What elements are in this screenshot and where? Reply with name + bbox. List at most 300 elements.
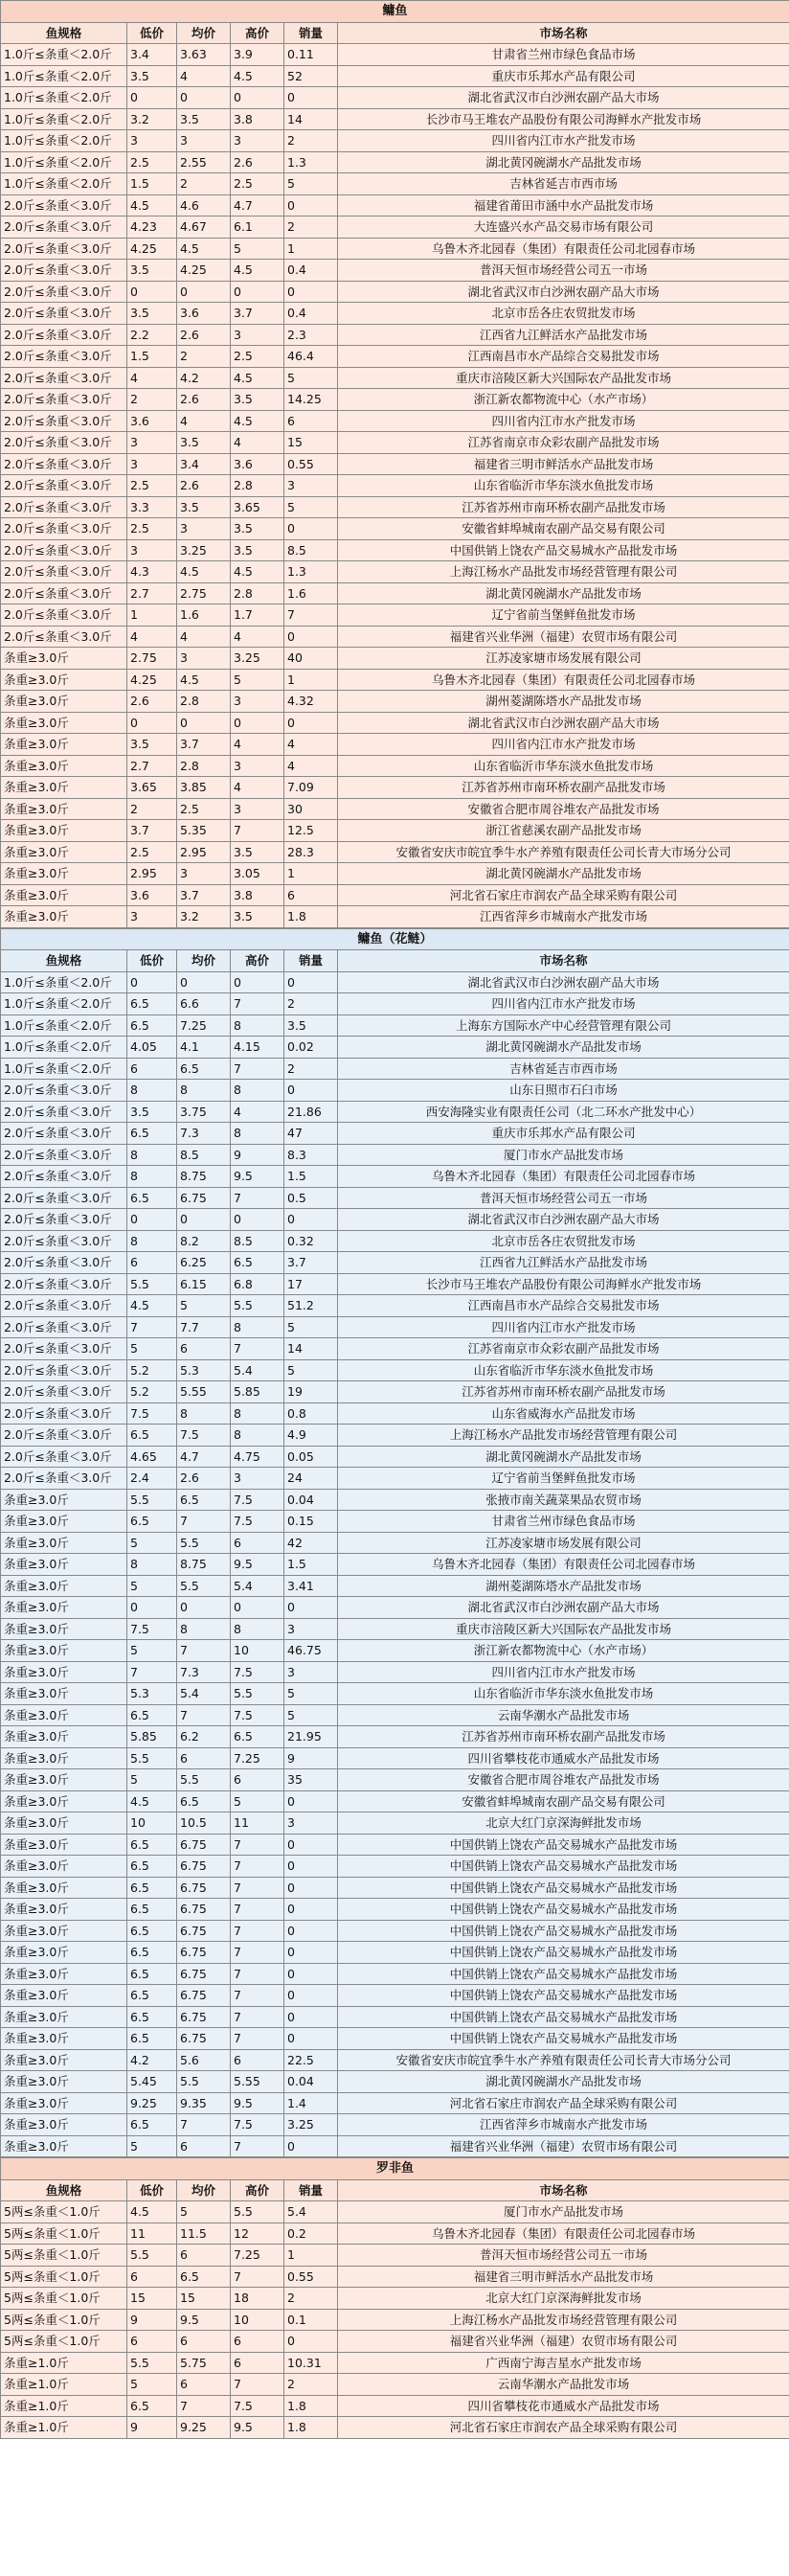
- header-volume: 销量: [284, 950, 338, 972]
- cell-high: 5.55: [231, 2071, 284, 2093]
- cell-avg: 4: [177, 410, 231, 432]
- cell-low: 2.5: [127, 518, 177, 540]
- cell-low: 5: [127, 2135, 177, 2157]
- table-row: [1, 1683, 789, 1705]
- cell-high: 7.5: [231, 1489, 284, 1511]
- cell-low: 0: [127, 1209, 177, 1231]
- cell-spec: 2.0斤≤条重＜3.0斤: [1, 1080, 127, 1102]
- cell-market: 四川省攀枝花市通威水产品批发市场: [338, 2395, 789, 2417]
- table-row: [1, 669, 789, 691]
- table-row: [1, 173, 789, 195]
- cell-volume: 52: [284, 65, 338, 87]
- cell-high: 3.65: [231, 496, 284, 518]
- cell-spec: 2.0斤≤条重＜3.0斤: [1, 194, 127, 217]
- cell-volume: 4.9: [284, 1425, 338, 1447]
- cell-volume: 0: [284, 1856, 338, 1878]
- cell-high: 18: [231, 2288, 284, 2310]
- table-row: [1, 691, 789, 713]
- cell-low: 4.25: [127, 238, 177, 260]
- cell-low: 11: [127, 2223, 177, 2245]
- cell-volume: 0: [284, 1080, 338, 1102]
- cell-volume: 0.04: [284, 1489, 338, 1511]
- cell-avg: 5.5: [177, 2071, 231, 2093]
- table-row: [1, 755, 789, 777]
- table-row: [1, 389, 789, 411]
- cell-high: 8: [231, 1402, 284, 1425]
- table-row: [1, 453, 789, 475]
- cell-volume: 47: [284, 1123, 338, 1145]
- cell-market: 湖北黄冈碗湖水产品批发市场: [338, 1446, 789, 1468]
- section-title-row: [1, 2158, 789, 2180]
- cell-spec: 2.0斤≤条重＜3.0斤: [1, 518, 127, 540]
- cell-volume: 0: [284, 194, 338, 217]
- cell-high: 4.5: [231, 260, 284, 282]
- cell-volume: 1.8: [284, 2395, 338, 2417]
- cell-low: 2: [127, 798, 177, 820]
- table-row: [1, 712, 789, 734]
- cell-high: 7.5: [231, 2114, 284, 2136]
- cell-low: 6: [127, 2331, 177, 2353]
- cell-spec: 2.0斤≤条重＜3.0斤: [1, 1273, 127, 1295]
- cell-spec: 条重≥3.0斤: [1, 2049, 127, 2071]
- cell-spec: 2.0斤≤条重＜3.0斤: [1, 1123, 127, 1145]
- cell-market: 福建省兴业华洲（福建）农贸市场有限公司: [338, 2331, 789, 2353]
- cell-high: 3.5: [231, 841, 284, 863]
- cell-spec: 1.0斤≤条重＜2.0斤: [1, 130, 127, 152]
- cell-market: 普洱天恒市场经营公司五一市场: [338, 2245, 789, 2267]
- cell-volume: 0: [284, 712, 338, 734]
- cell-market: 四川省内江市水产批发市场: [338, 1661, 789, 1683]
- cell-market: 上海江杨水产品批发市场经营管理有限公司: [338, 561, 789, 583]
- cell-avg: 5.5: [177, 1532, 231, 1554]
- table-row: [1, 1877, 789, 1899]
- header-low: 低价: [127, 950, 177, 972]
- cell-spec: 2.0斤≤条重＜3.0斤: [1, 539, 127, 561]
- cell-avg: 6: [177, 2245, 231, 2267]
- cell-low: 2.95: [127, 863, 177, 885]
- cell-high: 6: [231, 2352, 284, 2374]
- table-row: [1, 1273, 789, 1295]
- cell-spec: 2.0斤≤条重＜3.0斤: [1, 1338, 127, 1360]
- cell-spec: 条重≥3.0斤: [1, 1856, 127, 1878]
- table-row: [1, 1532, 789, 1554]
- cell-high: 7: [231, 1856, 284, 1878]
- cell-spec: 条重≥3.0斤: [1, 1769, 127, 1791]
- table-row: [1, 863, 789, 885]
- table-row: [1, 2114, 789, 2136]
- cell-volume: 35: [284, 1769, 338, 1791]
- table-row: [1, 1747, 789, 1769]
- cell-avg: 10.5: [177, 1812, 231, 1835]
- cell-market: 湖州菱湖陈塔水产品批发市场: [338, 691, 789, 713]
- cell-avg: 2.8: [177, 691, 231, 713]
- cell-volume: 2: [284, 2288, 338, 2310]
- cell-market: 山东省威海水产品批发市场: [338, 1402, 789, 1425]
- table-row: [1, 238, 789, 260]
- cell-high: 2.5: [231, 346, 284, 368]
- cell-low: 6.5: [127, 1511, 177, 1533]
- cell-volume: 1.3: [284, 151, 338, 173]
- cell-volume: 0.2: [284, 2223, 338, 2245]
- table-row: [1, 1575, 789, 1597]
- cell-volume: 42: [284, 1532, 338, 1554]
- cell-low: 3.4: [127, 44, 177, 66]
- cell-low: 5: [127, 1640, 177, 1662]
- cell-market: 安徽省安庆市皖宜季牛水产养殖有限责任公司长青大市场分公司: [338, 2049, 789, 2071]
- table-row: [1, 539, 789, 561]
- cell-high: 7.5: [231, 1704, 284, 1726]
- cell-high: 6.1: [231, 217, 284, 239]
- cell-volume: 8.5: [284, 539, 338, 561]
- table-row: [1, 626, 789, 648]
- cell-spec: 条重≥3.0斤: [1, 2071, 127, 2093]
- table-row: [1, 2071, 789, 2093]
- cell-spec: 条重≥3.0斤: [1, 755, 127, 777]
- cell-low: 2.6: [127, 691, 177, 713]
- cell-market: 四川省内江市水产批发市场: [338, 130, 789, 152]
- table-row: [1, 906, 789, 928]
- cell-low: 4.23: [127, 217, 177, 239]
- cell-market: 中国供销上饶农产品交易城水产品批发市场: [338, 1834, 789, 1856]
- cell-low: 6.5: [127, 1899, 177, 1921]
- table-row: [1, 108, 789, 130]
- cell-high: 3.6: [231, 453, 284, 475]
- cell-low: 8: [127, 1080, 177, 1102]
- cell-high: 7: [231, 1877, 284, 1899]
- cell-volume: 0.55: [284, 2266, 338, 2288]
- cell-low: 6.5: [127, 2114, 177, 2136]
- cell-spec: 1.0斤≤条重＜2.0斤: [1, 173, 127, 195]
- cell-volume: 2: [284, 1058, 338, 1080]
- cell-avg: 7: [177, 1640, 231, 1662]
- table-row: [1, 1899, 789, 1921]
- cell-avg: 6.25: [177, 1252, 231, 1274]
- cell-avg: 0: [177, 712, 231, 734]
- cell-low: 5.2: [127, 1359, 177, 1381]
- header-high: 高价: [231, 22, 284, 44]
- cell-avg: 4: [177, 65, 231, 87]
- cell-avg: 8.75: [177, 1166, 231, 1188]
- table-row: [1, 194, 789, 217]
- cell-spec: 条重≥1.0斤: [1, 2352, 127, 2374]
- cell-market: 中国供销上饶农产品交易城水产品批发市场: [338, 539, 789, 561]
- section-title: 鳙鱼（花鲢）: [1, 928, 789, 950]
- cell-spec: 条重≥3.0斤: [1, 1963, 127, 1985]
- cell-low: 0: [127, 1597, 177, 1619]
- cell-high: 7.25: [231, 2245, 284, 2267]
- cell-high: 8: [231, 1425, 284, 1447]
- table-row: [1, 1511, 789, 1533]
- cell-low: 5.5: [127, 1747, 177, 1769]
- table-row: [1, 1316, 789, 1338]
- cell-spec: 2.0斤≤条重＜3.0斤: [1, 1187, 127, 1209]
- cell-low: 3.2: [127, 108, 177, 130]
- table-row: [1, 2028, 789, 2050]
- table-row: [1, 1166, 789, 1188]
- cell-high: 7: [231, 1338, 284, 1360]
- table-row: [1, 303, 789, 325]
- cell-volume: 5.4: [284, 2201, 338, 2223]
- cell-high: 3: [231, 1468, 284, 1490]
- cell-market: 安徽省合肥市周谷堆农产品批发市场: [338, 798, 789, 820]
- table-row: [1, 1425, 789, 1447]
- cell-avg: 6: [177, 2135, 231, 2157]
- table-row: [1, 1640, 789, 1662]
- table-row: [1, 367, 789, 389]
- cell-market: 乌鲁木齐北园春（集团）有限责任公司北园春市场: [338, 1166, 789, 1188]
- cell-volume: 1: [284, 669, 338, 691]
- cell-market: 浙江新农都物流中心（水产市场）: [338, 389, 789, 411]
- cell-low: 6: [127, 1252, 177, 1274]
- cell-low: 4.5: [127, 1790, 177, 1812]
- cell-spec: 5两≤条重＜1.0斤: [1, 2201, 127, 2223]
- cell-avg: 7.3: [177, 1661, 231, 1683]
- cell-spec: 条重≥3.0斤: [1, 1511, 127, 1533]
- cell-low: 6.5: [127, 1942, 177, 1964]
- cell-high: 1.7: [231, 604, 284, 627]
- cell-low: 3.5: [127, 303, 177, 325]
- cell-high: 7: [231, 2006, 284, 2028]
- cell-avg: 3.5: [177, 432, 231, 454]
- cell-high: 0: [231, 1209, 284, 1231]
- cell-high: 8: [231, 1123, 284, 1145]
- cell-market: 安徽省蚌埠城南农副产品交易有限公司: [338, 518, 789, 540]
- cell-market: 甘肃省兰州市绿色食品市场: [338, 1511, 789, 1533]
- cell-volume: 3: [284, 475, 338, 497]
- cell-avg: 7: [177, 2395, 231, 2417]
- cell-volume: 0: [284, 1790, 338, 1812]
- table-row: [1, 324, 789, 346]
- cell-market: 乌鲁木齐北园春（集团）有限责任公司北园春市场: [338, 1554, 789, 1576]
- cell-spec: 2.0斤≤条重＜3.0斤: [1, 1381, 127, 1403]
- cell-avg: 0: [177, 281, 231, 303]
- cell-spec: 条重≥3.0斤: [1, 863, 127, 885]
- cell-spec: 条重≥3.0斤: [1, 2092, 127, 2114]
- cell-market: 江西南昌市水产品综合交易批发市场: [338, 346, 789, 368]
- cell-avg: 3.5: [177, 496, 231, 518]
- cell-low: 2.2: [127, 324, 177, 346]
- cell-market: 河北省石家庄市润农产品全球采购有限公司: [338, 2092, 789, 2114]
- table-row: [1, 734, 789, 756]
- cell-market: 江苏省南京市众彩农副产品批发市场: [338, 432, 789, 454]
- cell-volume: 21.86: [284, 1101, 338, 1123]
- cell-low: 5.3: [127, 1683, 177, 1705]
- cell-high: 4.7: [231, 194, 284, 217]
- cell-market: 湖北黄冈碗湖水产品批发市场: [338, 1037, 789, 1059]
- cell-high: 4.5: [231, 410, 284, 432]
- table-row: [1, 1230, 789, 1252]
- table-row: [1, 2135, 789, 2157]
- cell-high: 7: [231, 1920, 284, 1942]
- cell-spec: 条重≥3.0斤: [1, 648, 127, 670]
- table-row: [1, 1295, 789, 1317]
- cell-volume: 0: [284, 1834, 338, 1856]
- cell-volume: 4: [284, 755, 338, 777]
- cell-high: 7: [231, 820, 284, 842]
- header-spec: 鱼规格: [1, 22, 127, 44]
- cell-high: 5.85: [231, 1381, 284, 1403]
- cell-avg: 1.6: [177, 604, 231, 627]
- cell-avg: 5.75: [177, 2352, 231, 2374]
- cell-low: 3.6: [127, 410, 177, 432]
- cell-avg: 7: [177, 1511, 231, 1533]
- cell-avg: 3.5: [177, 108, 231, 130]
- cell-low: 10: [127, 1812, 177, 1835]
- cell-high: 2.8: [231, 582, 284, 604]
- cell-volume: 0: [284, 1877, 338, 1899]
- cell-spec: 条重≥3.0斤: [1, 1575, 127, 1597]
- cell-avg: 2: [177, 346, 231, 368]
- cell-low: 6.5: [127, 2395, 177, 2417]
- cell-spec: 条重≥3.0斤: [1, 798, 127, 820]
- cell-volume: 0.55: [284, 453, 338, 475]
- cell-market: 中国供销上饶农产品交易城水产品批发市场: [338, 1942, 789, 1964]
- cell-spec: 2.0斤≤条重＜3.0斤: [1, 1144, 127, 1166]
- cell-volume: 19: [284, 1381, 338, 1403]
- cell-low: 3: [127, 432, 177, 454]
- cell-high: 0: [231, 87, 284, 109]
- cell-market: 湖北省武汉市白沙洲农副产品大市场: [338, 87, 789, 109]
- table-row: [1, 1381, 789, 1403]
- cell-high: 4: [231, 777, 284, 799]
- cell-low: 2.75: [127, 648, 177, 670]
- cell-volume: 1: [284, 2245, 338, 2267]
- cell-low: 3: [127, 130, 177, 152]
- cell-market: 重庆市涪陵区新大兴国际农产品批发市场: [338, 1618, 789, 1640]
- cell-avg: 6.2: [177, 1726, 231, 1748]
- cell-spec: 条重≥3.0斤: [1, 1877, 127, 1899]
- cell-spec: 2.0斤≤条重＜3.0斤: [1, 1101, 127, 1123]
- table-row: [1, 475, 789, 497]
- cell-avg: 4.5: [177, 561, 231, 583]
- cell-volume: 6: [284, 884, 338, 906]
- table-row: [1, 2352, 789, 2374]
- cell-low: 15: [127, 2288, 177, 2310]
- cell-volume: 30: [284, 798, 338, 820]
- cell-high: 0: [231, 281, 284, 303]
- header-volume: 销量: [284, 22, 338, 44]
- cell-avg: 5.35: [177, 820, 231, 842]
- cell-high: 6: [231, 1532, 284, 1554]
- cell-avg: 7.5: [177, 1425, 231, 1447]
- cell-avg: 8: [177, 1618, 231, 1640]
- cell-avg: 3: [177, 130, 231, 152]
- cell-high: 4.75: [231, 1446, 284, 1468]
- cell-low: 9.25: [127, 2092, 177, 2114]
- cell-avg: 3.25: [177, 539, 231, 561]
- cell-volume: 1.4: [284, 2092, 338, 2114]
- cell-market: 乌鲁木齐北园春（集团）有限责任公司北园春市场: [338, 2223, 789, 2245]
- cell-spec: 2.0斤≤条重＜3.0斤: [1, 582, 127, 604]
- table-row: [1, 2006, 789, 2028]
- cell-market: 湖北省武汉市白沙洲农副产品大市场: [338, 1597, 789, 1619]
- cell-volume: 0.15: [284, 1511, 338, 1533]
- cell-market: 江苏凌家塘市场发展有限公司: [338, 1532, 789, 1554]
- cell-avg: 5.3: [177, 1359, 231, 1381]
- cell-high: 7: [231, 1187, 284, 1209]
- cell-spec: 条重≥3.0斤: [1, 691, 127, 713]
- header-low: 低价: [127, 22, 177, 44]
- cell-spec: 条重≥3.0斤: [1, 1726, 127, 1748]
- table-row: [1, 2092, 789, 2114]
- cell-low: 5: [127, 1338, 177, 1360]
- cell-avg: 2.6: [177, 475, 231, 497]
- cell-market: 西安海隆实业有限责任公司（北二环水产批发中心）: [338, 1101, 789, 1123]
- cell-market: 甘肃省兰州市绿色食品市场: [338, 44, 789, 66]
- cell-low: 6.5: [127, 2028, 177, 2050]
- cell-spec: 1.0斤≤条重＜2.0斤: [1, 1037, 127, 1059]
- cell-market: 山东省临沂市华东淡水鱼批发市场: [338, 1359, 789, 1381]
- cell-spec: 2.0斤≤条重＜3.0斤: [1, 410, 127, 432]
- cell-volume: 40: [284, 648, 338, 670]
- cell-avg: 5.55: [177, 1381, 231, 1403]
- cell-avg: 2.8: [177, 755, 231, 777]
- cell-volume: 0: [284, 1963, 338, 1985]
- cell-market: 大连盛兴水产品交易市场有限公司: [338, 217, 789, 239]
- cell-volume: 0: [284, 626, 338, 648]
- cell-low: 4.5: [127, 1295, 177, 1317]
- cell-market: 辽宁省前当堡鲜鱼批发市场: [338, 604, 789, 627]
- cell-low: 2: [127, 389, 177, 411]
- cell-high: 3.5: [231, 906, 284, 928]
- cell-low: 6: [127, 1058, 177, 1080]
- cell-high: 7: [231, 1058, 284, 1080]
- cell-avg: 2.6: [177, 389, 231, 411]
- cell-high: 3.05: [231, 863, 284, 885]
- header-row: [1, 22, 789, 44]
- cell-spec: 条重≥3.0斤: [1, 777, 127, 799]
- cell-avg: 2.55: [177, 151, 231, 173]
- section-title-row: [1, 928, 789, 950]
- cell-market: 江西省萍乡市城南水产批发市场: [338, 2114, 789, 2136]
- cell-low: 4.5: [127, 2201, 177, 2223]
- cell-market: 湖北黄冈碗湖水产品批发市场: [338, 582, 789, 604]
- cell-spec: 2.0斤≤条重＜3.0斤: [1, 604, 127, 627]
- cell-spec: 条重≥3.0斤: [1, 1942, 127, 1964]
- cell-volume: 2.3: [284, 324, 338, 346]
- table-row: [1, 561, 789, 583]
- header-high: 高价: [231, 2179, 284, 2201]
- cell-avg: 4.67: [177, 217, 231, 239]
- cell-avg: 9.5: [177, 2309, 231, 2331]
- cell-low: 4: [127, 626, 177, 648]
- table-row: [1, 2223, 789, 2245]
- cell-high: 8: [231, 1080, 284, 1102]
- cell-avg: 3: [177, 518, 231, 540]
- cell-low: 6.5: [127, 1877, 177, 1899]
- header-avg: 均价: [177, 2179, 231, 2201]
- cell-volume: 5: [284, 1683, 338, 1705]
- cell-volume: 0.5: [284, 1187, 338, 1209]
- cell-volume: 6: [284, 410, 338, 432]
- cell-high: 6.5: [231, 1252, 284, 1274]
- cell-volume: 17: [284, 1273, 338, 1295]
- cell-spec: 条重≥3.0斤: [1, 2028, 127, 2050]
- cell-volume: 28.3: [284, 841, 338, 863]
- cell-volume: 5: [284, 1359, 338, 1381]
- section-title: 罗非鱼: [1, 2158, 789, 2180]
- cell-low: 7: [127, 1661, 177, 1683]
- cell-spec: 1.0斤≤条重＜2.0斤: [1, 87, 127, 109]
- cell-low: 2.7: [127, 582, 177, 604]
- cell-high: 4: [231, 432, 284, 454]
- cell-volume: 3: [284, 1661, 338, 1683]
- table-row: [1, 2309, 789, 2331]
- cell-market: 上海江杨水产品批发市场经营管理有限公司: [338, 1425, 789, 1447]
- cell-spec: 2.0斤≤条重＜3.0斤: [1, 303, 127, 325]
- price-table: [0, 2157, 789, 2439]
- cell-market: 江苏省苏州市南环桥农副产品批发市场: [338, 1726, 789, 1748]
